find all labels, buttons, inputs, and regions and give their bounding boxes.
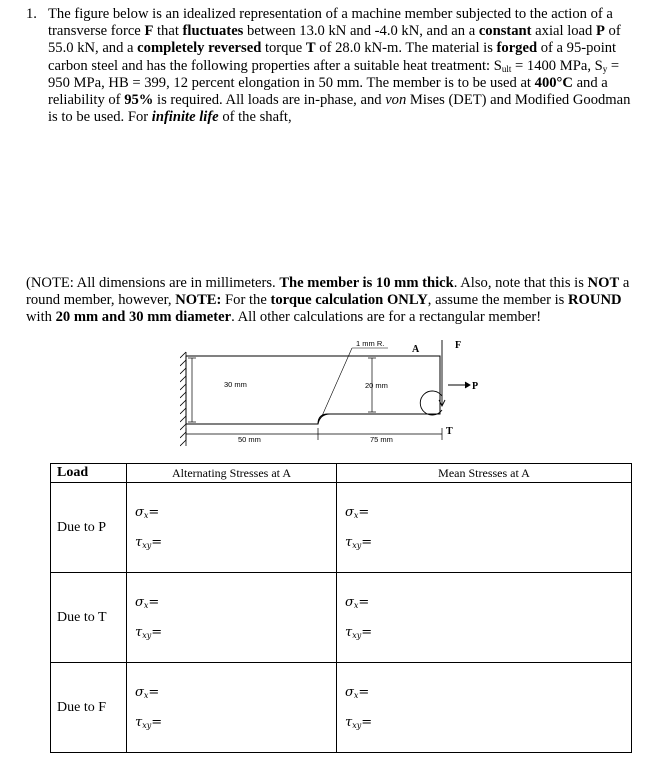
tau-xy-field: $\tau_{xy}=$ xyxy=(135,534,163,550)
sigma-x-field: $\sigma_x=$ xyxy=(135,504,160,520)
problem-statement xyxy=(26,6,636,126)
member-figure xyxy=(180,338,480,458)
stress-table xyxy=(50,463,632,753)
fixed-wall xyxy=(180,352,186,446)
tau-xy-field: $\tau_{xy}=$ xyxy=(345,624,373,640)
sigma-x-field: $\sigma_x=$ xyxy=(345,594,370,610)
header-alternating: Alternating Stresses at A xyxy=(127,464,337,483)
alternating-cell[interactable] xyxy=(127,663,337,753)
member-diagram xyxy=(180,338,480,458)
point-a-label: A xyxy=(412,344,420,355)
dim-small-height-label: 20 mm xyxy=(365,381,388,390)
dim-large-height xyxy=(188,358,196,422)
table-row xyxy=(51,483,632,573)
dim-large-length-label: 50 mm xyxy=(238,435,261,444)
header-mean: Mean Stresses at A xyxy=(337,464,632,483)
torque-t-arc xyxy=(420,391,442,415)
mean-cell[interactable] xyxy=(337,573,632,663)
header-load: Load xyxy=(51,464,127,483)
tau-xy-field: $\tau_{xy}=$ xyxy=(135,624,163,640)
dim-lengths xyxy=(186,428,442,440)
row-label: Due to F xyxy=(51,663,127,753)
dim-small-length-label: 75 mm xyxy=(370,435,393,444)
sigma-x-field: $\sigma_x=$ xyxy=(345,684,370,700)
problem-number: 1. xyxy=(26,6,37,22)
row-label: Due to P xyxy=(51,483,127,573)
alternating-cell[interactable] xyxy=(127,573,337,663)
alternating-cell[interactable] xyxy=(127,483,337,573)
row-label: Due to T xyxy=(51,573,127,663)
tau-xy-field: $\tau_{xy}=$ xyxy=(135,714,163,730)
table-row xyxy=(51,663,632,753)
dim-large-height-label: 30 mm xyxy=(224,380,247,389)
force-f-label: F xyxy=(455,340,462,351)
sigma-x-field: $\sigma_x=$ xyxy=(135,684,160,700)
mean-cell[interactable] xyxy=(337,663,632,753)
torque-t-label: T xyxy=(446,426,453,437)
fillet-radius-label: 1 mm R. xyxy=(356,339,385,348)
table-row xyxy=(51,573,632,663)
member-outline xyxy=(186,356,440,424)
note-paragraph: (NOTE: All dimensions are in millimeters. The member is 10 mm thick. Also, note that this is NOT a round member, however, NOTE: For the torque calculation ONLY, assume the member is ROUND with 20 mm and 30 mm diameter. All other calculations are for a rectangular member! xyxy=(26,275,630,326)
axial-p-arrow xyxy=(448,382,470,388)
sigma-x-field: $\sigma_x=$ xyxy=(135,594,160,610)
sigma-x-field: $\sigma_x=$ xyxy=(345,504,370,520)
problem-body: The figure below is an idealized representation of a machine member subjected to the action of a transverse force F that fluctuates between 13.0 kN and -4.0 kN, and an a constant axial load P of 55.0 kN, and a completely reversed torque T of 28.0 kN-m. The material is forged of a 95-point carbon steel and has the following properties after a suitable heat treatment: $S_{ult} = 1400$ MPa, $S_y = 950$ MPa, HB = 399, 12 percent elongation in 50 mm. The member is to be used at 400°C and a reliability of 95% is required. All loads are in-phase, and von Mises (DET) and Modified Goodman is to be used. For infinite life of the shaft, xyxy=(48,6,631,126)
tau-xy-field: $\tau_{xy}=$ xyxy=(345,714,373,730)
mean-cell[interactable] xyxy=(337,483,632,573)
axial-p-label: P xyxy=(472,381,479,392)
tau-xy-field: $\tau_{xy}=$ xyxy=(345,534,373,550)
